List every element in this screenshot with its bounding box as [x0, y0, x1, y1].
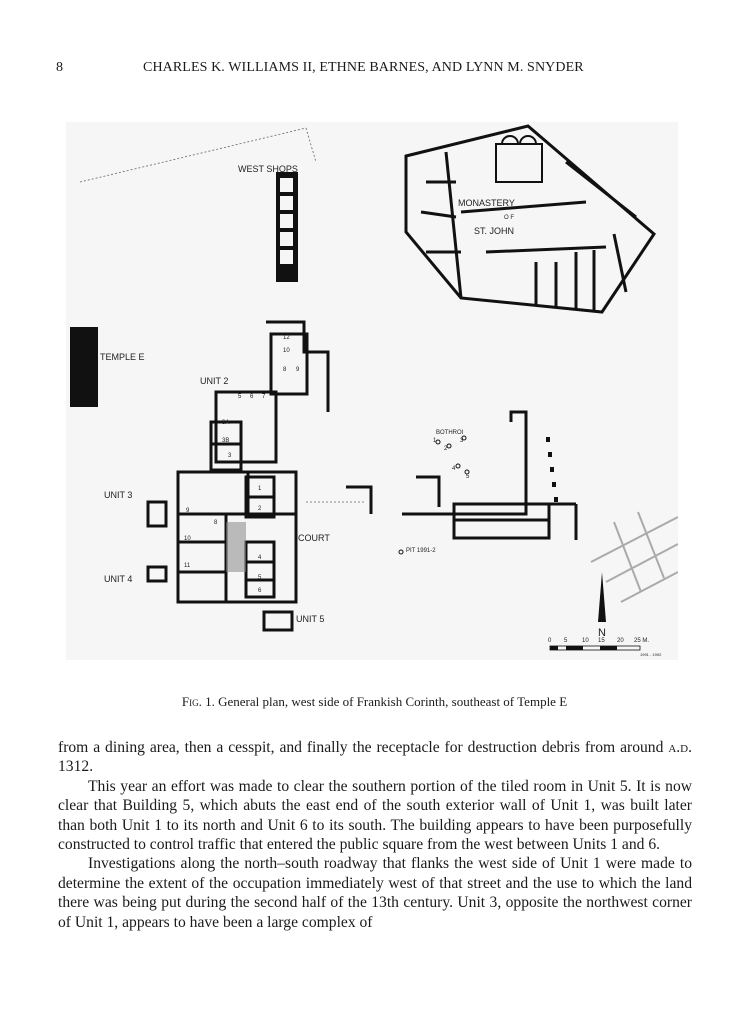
room-9: 9	[296, 367, 300, 373]
bothros-2: 2	[444, 446, 448, 452]
caption-label: Fig. 1.	[181, 694, 215, 709]
room-9b: 9	[186, 508, 190, 514]
room-6b: 6	[258, 588, 262, 594]
scale-credit: 1991 - 1992	[640, 652, 662, 657]
svg-text:25 M.: 25 M.	[634, 638, 650, 644]
temple-e-structure	[70, 327, 98, 407]
label-court: COURT	[298, 533, 330, 543]
room-1: 1	[258, 486, 262, 492]
room-6: 6	[250, 394, 254, 400]
svg-text:20: 20	[617, 638, 624, 644]
label-bothroi: BOTHROI	[436, 430, 464, 436]
room-8: 8	[283, 367, 287, 373]
paragraph-3: Investigations along the north–south roadway that flanks the west side of Unit 1 were made to determine the extent of the occupation immediately west of that street and the use to which the land there was being put during the second half of the 13th century. Unit 3, opposite the northwest corner of Unit 1, appears to have been a large complex of	[58, 855, 692, 931]
room-3: 3	[228, 453, 232, 459]
label-st-john: ST. JOHN	[474, 226, 515, 236]
room-10b: 10	[184, 536, 191, 542]
paragraph-1: from a dining area, then a cesspit, and finally the receptacle for destruction debris from around a.d. 1312.	[58, 739, 692, 776]
room-12: 12	[283, 335, 290, 341]
svg-text:N: N	[598, 627, 606, 639]
page-number: 8	[56, 60, 63, 75]
label-unit-3: UNIT 3	[104, 490, 133, 500]
label-monastery: MONASTERY	[458, 198, 515, 208]
bothros-1: 1	[433, 438, 437, 444]
room-10: 10	[283, 348, 290, 354]
room-3a: 3A	[222, 420, 230, 426]
site-plan-drawing	[66, 122, 678, 660]
west-shops-structure	[276, 172, 298, 282]
room-11: 11	[184, 563, 191, 569]
label-unit-5: UNIT 5	[296, 614, 325, 624]
tiled-floor	[226, 522, 246, 572]
bothros-3: 3	[460, 438, 464, 444]
site-plan-figure	[66, 122, 678, 660]
svg-text:10: 10	[582, 638, 589, 644]
label-temple-e: TEMPLE E	[100, 352, 145, 362]
bothros-5: 5	[466, 474, 470, 480]
label-of: O F	[504, 215, 514, 221]
room-8b: 8	[214, 520, 218, 526]
body-text	[58, 738, 692, 932]
paragraph-2: This year an effort was made to clear the southern portion of the tiled room in Unit 5. It is now clear that Building 5, which abuts the east end of the south exterior wall of Unit 1, was built later than both Unit 1 to its north and Unit 6 to its south. The building appears to have been purposefully constructed to control traffic that entered the public square from the west between Units 1 and 6.	[58, 777, 692, 854]
room-7: 7	[262, 394, 266, 400]
room-5b: 5	[258, 575, 262, 581]
figure-caption	[0, 694, 749, 710]
plan-background	[66, 122, 678, 660]
room-4: 4	[258, 555, 262, 561]
room-2: 2	[258, 506, 262, 512]
caption-text: General plan, west side of Frankish Corinth, southeast of Temple E	[218, 694, 568, 709]
label-unit-4: UNIT 4	[104, 574, 133, 584]
bothros-4: 4	[452, 466, 456, 472]
svg-text:15: 15	[598, 638, 605, 644]
svg-text:5: 5	[564, 638, 568, 644]
label-pit: PIT 1991-2	[406, 548, 436, 554]
room-3b: 3B	[222, 438, 230, 444]
label-unit-2: UNIT 2	[200, 376, 229, 386]
label-west-shops: WEST SHOPS	[238, 164, 298, 174]
svg-text:0: 0	[548, 638, 552, 644]
room-5: 5	[238, 394, 242, 400]
running-head: CHARLES K. WILLIAMS II, ETHNE BARNES, AND LYNN M. SNYDER	[143, 60, 584, 75]
